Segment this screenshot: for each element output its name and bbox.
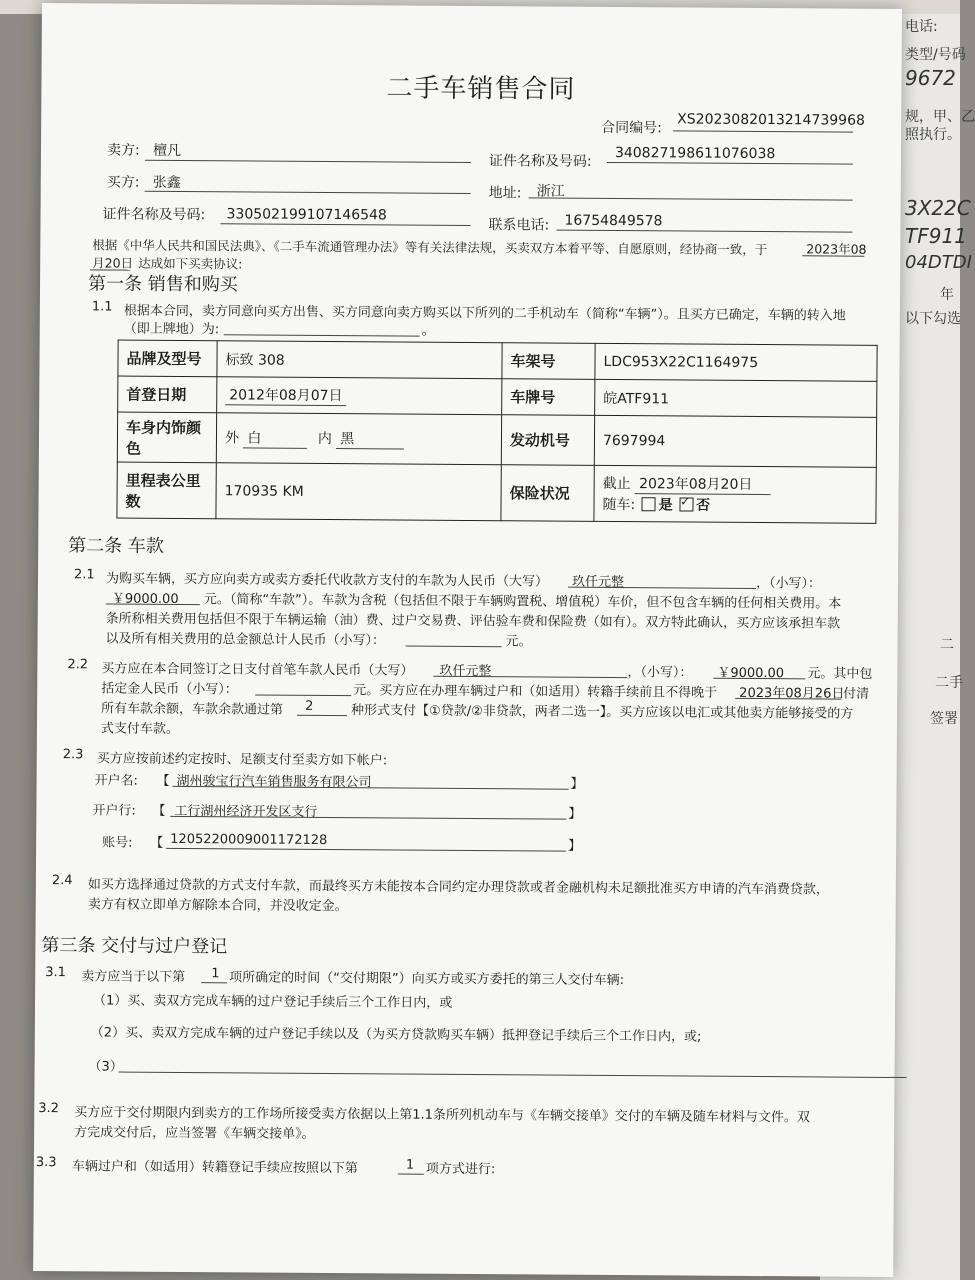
with-car-yes-label: 是 <box>658 497 673 514</box>
clause-2-2-lower: ￥9000.00 <box>717 665 785 682</box>
underline <box>201 982 227 983</box>
insurance-until-label: 截止 <box>602 475 631 493</box>
account-name: 湖州骏宝行汽车销售服务有限公司 <box>176 773 372 791</box>
clause-2-1-c: 元。（简称“车款”）。车款为含税（包括但不限于车辆购置税、增值税）车价，但不包含车辆的任何相关费用。本 <box>203 592 842 612</box>
clause-2-2-i: 式支付车款。 <box>100 721 180 737</box>
mileage-label-line-2: 数 <box>125 492 141 511</box>
clause-2-2-a: 买方应在本合同签订之日支付首笔车款人民币（大写） <box>101 661 414 679</box>
bank-name: 工行湖州经济开发区支行 <box>174 803 318 820</box>
bg-fragment: 电话: <box>905 19 938 35</box>
address-label: 地址: <box>488 185 522 202</box>
clause-3-2-b: 方完成交付后，应当签署《车辆交接单》。 <box>74 1125 315 1142</box>
underline <box>529 197 853 200</box>
article-3-title: 第三条 交付与过户登记 <box>41 935 228 958</box>
underline <box>145 160 471 163</box>
color-cell <box>216 413 501 465</box>
clause-2-2-date: 2023年08月26日 <box>739 685 845 702</box>
bracket-close: 】 <box>568 838 582 854</box>
first-reg-value: 2012年08月07日 <box>225 384 346 406</box>
clause-3-1-option-3: （3） <box>88 1059 123 1075</box>
account-name-label: 开户名: <box>94 773 139 789</box>
contract-page <box>33 3 902 1277</box>
clause-number: 2.3 <box>62 747 84 763</box>
exterior-label: 外 <box>224 430 240 447</box>
clause-2-2-upper: 玖仟元整 <box>439 663 492 680</box>
phone-label: 联系电话: <box>488 217 550 234</box>
clause-3-1-b: 项所确定的时间（“交付期限”）向买方或买方委托的第三人交付车辆: <box>229 970 625 989</box>
bg-fragment: 二手 <box>935 675 963 691</box>
clause-number: 2.1 <box>73 567 95 583</box>
brand-value: 标致 308 <box>217 341 502 379</box>
buyer-id: 330502199107146548 <box>226 206 387 224</box>
bg-fragment: 二 <box>940 637 954 653</box>
clause-2-2-b: ，（小写）： <box>627 665 693 681</box>
clause-3-1-a: 卖方应当于以下第 <box>81 969 186 986</box>
plate-label: 车牌号 <box>502 379 595 416</box>
underline <box>220 223 470 226</box>
bracket-open: 【 <box>150 835 164 851</box>
clause-2-1-f: 元。 <box>505 634 532 650</box>
buyer-name: 张鑫 <box>152 174 181 191</box>
clause-3-1-item: 1 <box>211 966 220 982</box>
engine-value: 7697994 <box>594 415 876 467</box>
with-car-row <box>602 494 867 516</box>
clause-2-2-f: 付清 <box>843 686 870 702</box>
buyer-id-label: 证件名称及号码: <box>102 206 206 224</box>
bg-fragment: 以下勾选 <box>905 311 961 327</box>
article-1-title: 第一条 销售和购买 <box>87 273 238 296</box>
frame-value: LDC953X22C1164975 <box>595 343 877 381</box>
clause-2-1-lower: ￥9000.00 <box>111 591 179 607</box>
mileage-value: 170935 KM <box>216 463 501 521</box>
article-2-title: 第二条 车款 <box>68 535 165 557</box>
first-reg-cell <box>217 377 502 415</box>
insurance-until-date: 2023年08月20日 <box>635 473 771 495</box>
clause-2-2-h: 种形式支付【①贷款/②非贷款，两者二选一】。买方应该以电汇或其他卖方能够接受的方 <box>351 703 854 722</box>
clause-2-1-a: 为购买车辆，买方应向卖方或卖方委托代收款方支付的车款为人民币（大写） <box>105 571 549 590</box>
clause-2-2-g: 所有车款余额，车款余款通过第 <box>101 701 284 718</box>
contract-no-label: 合同编号: <box>601 119 662 137</box>
underline <box>406 646 502 648</box>
clause-2-3-a: 买方应按前述约定按时、足额支付至卖方如下帐户: <box>96 751 388 769</box>
bracket-close: 】 <box>570 776 584 792</box>
address: 浙江 <box>536 183 565 200</box>
bg-fragment: 类型/号码 <box>905 47 966 63</box>
intro-line-1: 根据《中华人民共和国民法典》、《二手车流通管理办法》等有关法律法规，买卖双方本着平等、自愿原则，经协商一致，于 <box>92 237 768 258</box>
color-label-line-1: 车身内饰颜 <box>125 418 202 437</box>
underline <box>556 230 852 233</box>
bg-fragment: 年 <box>940 287 954 303</box>
bg-fragment: 9672 <box>905 66 956 90</box>
seller-label: 卖方: <box>106 142 140 159</box>
account-number: 1205220009001172128 <box>170 831 328 849</box>
clause-3-2-a: 买方应于交付期限内到卖方的工作场所接受卖方依据以上第1.1条所列机动车与《车辆交接单》交付的车辆及随车材料与文件。双 <box>74 1105 810 1126</box>
clause-number: 1.1 <box>91 299 113 315</box>
insurance-label: 保险状况 <box>501 465 594 522</box>
insurance-cell <box>594 465 876 523</box>
bank-label: 开户行: <box>92 803 136 819</box>
color-label-cell <box>117 412 216 463</box>
clause-1-1-line-2: （即上牌地）为: <box>123 321 220 338</box>
clause-number: 3.3 <box>35 1154 57 1171</box>
underline <box>297 715 347 716</box>
intro-date-a: 2023年08 <box>806 241 867 257</box>
clause-number: 2.4 <box>51 873 73 889</box>
with-car-label: 随车: <box>602 496 636 514</box>
clause-3-3-item: 1 <box>405 1157 415 1173</box>
clause-2-2-e: 元。买方应在办理车辆过户和（如适用）转籍手续前且不得晚于 <box>353 683 718 701</box>
exterior-color: 白 <box>243 427 307 448</box>
clause-3-1-option-2: （2）买、卖双方完成车辆的过户登记手续以及（为买方贷款购买车辆）抵押登记手续后三个工作日内，或; <box>90 1025 702 1045</box>
bg-fragment: 照执行。 <box>905 127 961 143</box>
brand-label: 品牌及型号 <box>118 340 217 377</box>
clause-2-1-b: ，（小写）： <box>755 575 822 592</box>
clause-3-1-option-1: （1）买、卖双方完成车辆的过户登记手续后三个工作日内，或 <box>92 993 453 1011</box>
clause-2-1-upper: 玖仟元整 <box>571 574 625 591</box>
bg-fragment: TF911 <box>905 224 967 248</box>
clause-number: 3.2 <box>38 1100 60 1117</box>
account-no-label: 账号: <box>102 835 133 851</box>
with-car-no-label: 否 <box>696 497 711 514</box>
bracket-close: 】 <box>568 806 582 822</box>
mileage-label-line-1: 里程表公里 <box>125 471 201 490</box>
bracket-open: 【 <box>156 773 170 789</box>
color-label-line-2: 色 <box>125 439 141 458</box>
clause-3-3-b: 项方式进行: <box>425 1161 496 1178</box>
bg-fragment: 04DTDI <box>905 252 972 273</box>
bg-fragment: 规，甲、乙 <box>905 109 975 125</box>
underline <box>398 1174 424 1175</box>
underline <box>673 130 853 132</box>
clause-2-1-d: 条所称相关费用包括但不限于车辆运输（油）费、过户交易费、评估验车费和保险费（如有）。双方特此确认，买方应该承担车款 <box>105 611 841 632</box>
first-reg-label: 首登日期 <box>118 376 217 413</box>
phone: 16754849578 <box>564 212 663 230</box>
bg-fragment: 3X22C <box>905 196 971 220</box>
underline <box>607 162 853 165</box>
clause-2-1-e: 以及所有相关费用的总金额总计人民币（小写）： <box>105 631 386 649</box>
clause-2-2-d: 括定金人民币（小写）： <box>101 681 238 698</box>
underline <box>166 848 566 852</box>
vehicle-table <box>116 340 877 524</box>
intro-line-2: 达成如下买卖协议: <box>138 255 243 272</box>
clause-2-2-c: 元。其中包 <box>807 666 873 682</box>
underline <box>145 191 471 194</box>
bg-fragment: 签署 <box>930 711 958 727</box>
seller-id: 340827198611076038 <box>614 145 776 163</box>
underline <box>224 334 420 336</box>
engine-label: 发动机号 <box>501 415 594 466</box>
clause-2-4-a: 如买方选择通过贷款的方式支付车款，而最终买方未能按本合同约定办理贷款或者金融机构未足额批准买方申请的汽车消费贷款， <box>87 877 829 898</box>
seller-name: 檀凡 <box>152 142 182 159</box>
underline <box>119 1072 907 1079</box>
seller-id-label: 证件名称及号码: <box>488 153 592 170</box>
intro-date-b: 月20日 <box>92 255 134 271</box>
contract-title: 二手车销售合同 <box>386 73 576 105</box>
clause-number: 2.2 <box>67 657 89 673</box>
with-car-no-checkbox[interactable] <box>679 497 693 511</box>
clause-1-1-line-1: 根据本合同，卖方同意向买方出售、买方同意向卖方购买以下所列的二手机动车（简称“车辆”）。且买方已确定，车辆的转入地 <box>123 303 846 324</box>
mileage-label-cell <box>117 462 216 519</box>
clause-number: 3.1 <box>45 965 66 981</box>
clause-2-4-b: 卖方有权立即单方解除本合同，并没收定金。 <box>87 897 348 915</box>
clause-2-2-way: 2 <box>305 698 314 714</box>
interior-label: 内 <box>317 430 332 448</box>
bracket-open: 【 <box>152 803 166 819</box>
contract-no: XS2023082013214739968 <box>677 111 865 129</box>
clause-1-1-end: 。 <box>421 323 435 339</box>
buyer-label: 买方: <box>106 174 140 191</box>
with-car-yes-checkbox[interactable] <box>642 497 656 511</box>
insurance-until-row <box>603 473 868 496</box>
plate-value: 皖ATF911 <box>595 379 877 417</box>
underline <box>255 695 351 697</box>
interior-color: 黑 <box>336 428 404 449</box>
clause-3-3-a: 车辆过户和（如适用）转籍登记手续应按照以下第 <box>71 1159 358 1177</box>
frame-label: 车架号 <box>502 343 595 380</box>
